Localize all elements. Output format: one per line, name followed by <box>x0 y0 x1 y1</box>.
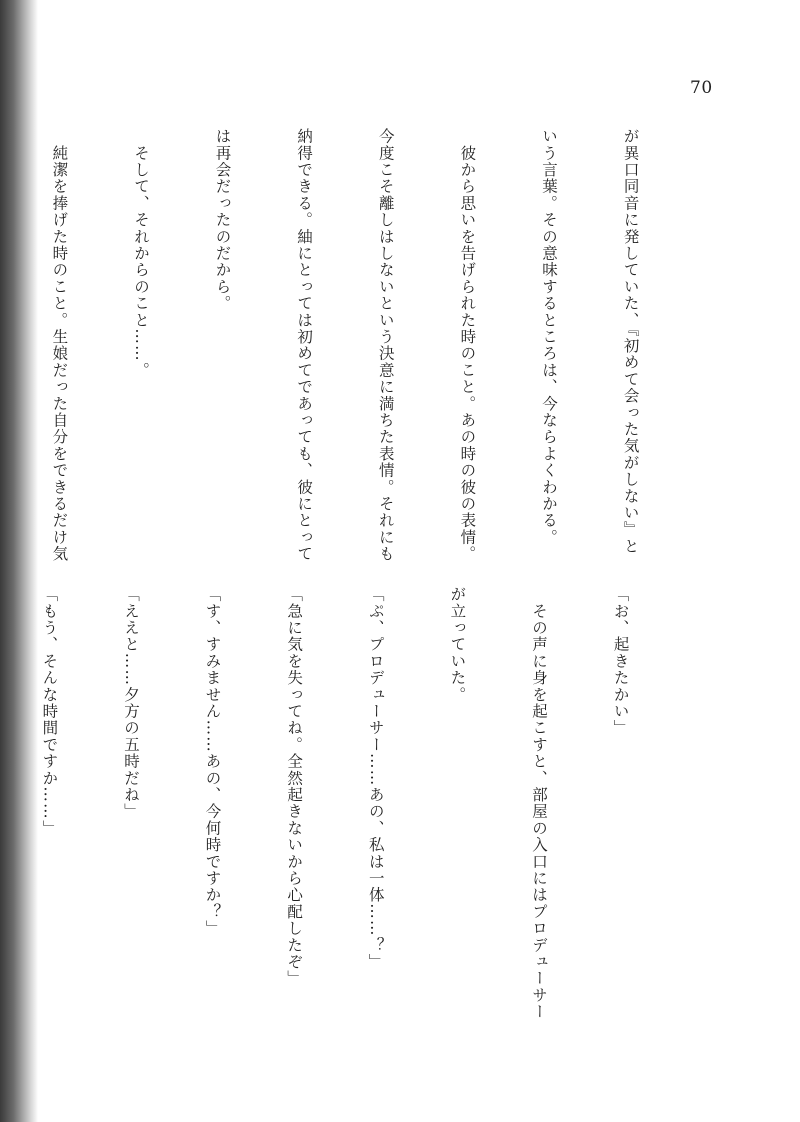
page-number: 70 <box>690 78 713 98</box>
text-line: が立っていた。 <box>448 586 467 703</box>
text-line: 純潔を捧げた時のこと。生娘だった自分をできるだけ気 <box>50 128 69 563</box>
text-line: いう言葉。その意味するところは、今ならよくわかる。 <box>539 128 558 546</box>
text-line: 今度こそ離しはしないという決意に満ちた表情。それにも <box>376 128 395 563</box>
text-line: 「お、起きたかい」 <box>611 586 630 737</box>
text-line: 「ええと……夕方の五時だね」 <box>121 586 140 820</box>
text-line: 「急に気を失ってね。全然起きないから心配したぞ」 <box>285 586 304 987</box>
text-line: その声に身を起こすと、部屋の入口にはプロデューサー <box>529 586 548 1021</box>
text-line: 「す、すみません……あの、今何時ですか？」 <box>203 586 222 937</box>
text-line: そして、それからのこと……。 <box>131 128 150 379</box>
text-line: 「ぷ、プロデューサー……あの、私は一体……？」 <box>366 586 385 971</box>
lower-text-block <box>0 586 688 1046</box>
text-line: は再会だったのだから。 <box>213 128 232 312</box>
upper-text-block <box>0 128 698 578</box>
text-line: が異口同音に発していた、『初めて会った気がしない』と <box>621 128 640 555</box>
text-line: 彼から思いを告げられた時のこと。あの時の彼の表情。 <box>458 128 477 563</box>
text-line: 納得できる。紬にとっては初めてであっても、彼にとって <box>295 128 314 563</box>
text-line: 「もう、そんな時間ですか……」 <box>40 586 59 837</box>
